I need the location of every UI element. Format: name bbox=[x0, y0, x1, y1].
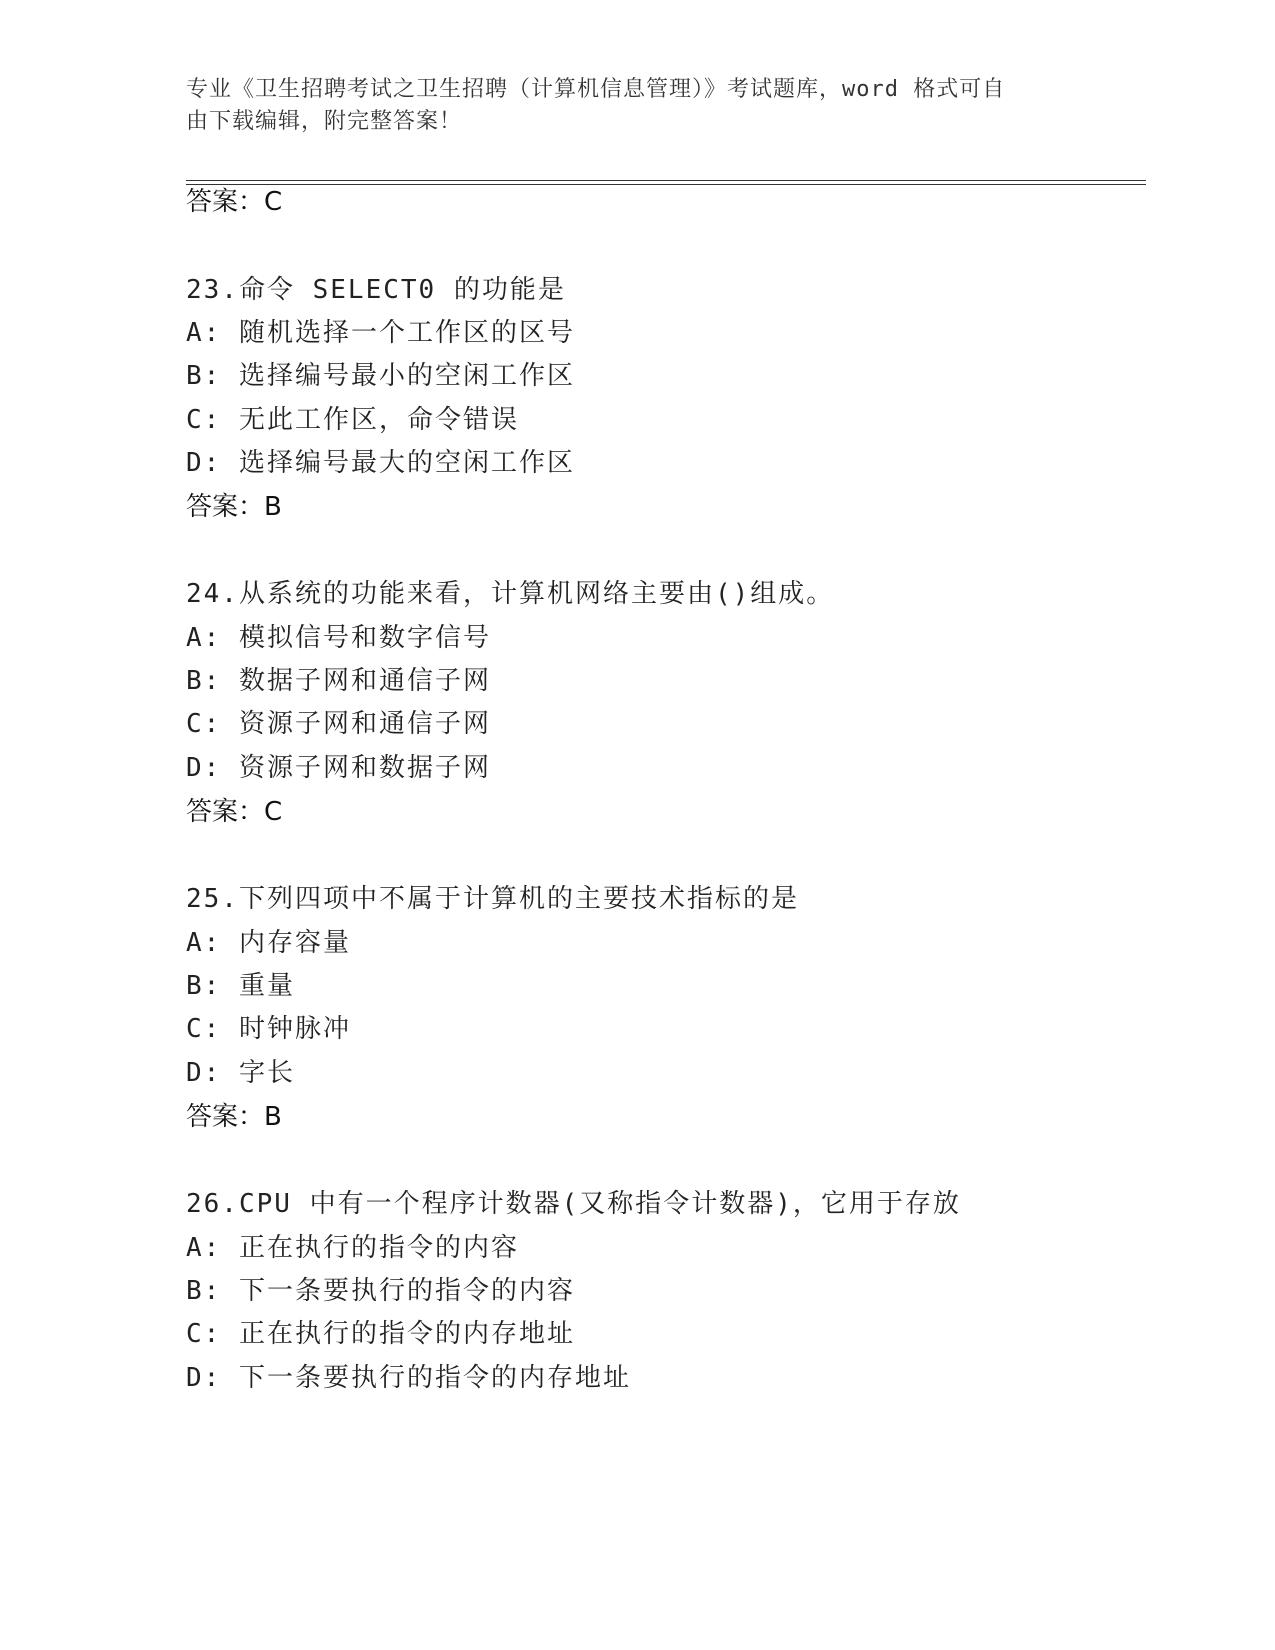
question-title-26: 26.CPU 中有一个程序计数器(又称指令计数器)，它用于存放 bbox=[186, 1189, 961, 1219]
question-24-option-a: A: 模拟信号和数字信号 bbox=[186, 623, 491, 653]
question-24-option-d: D: 资源子网和数据子网 bbox=[186, 753, 491, 783]
question-26-option-c: C: 正在执行的指令的内存地址 bbox=[186, 1319, 575, 1349]
question-25-option-d: D: 字长 bbox=[186, 1058, 295, 1088]
question-25-option-a: A: 内存容量 bbox=[186, 928, 351, 958]
question-23-option-b: B: 选择编号最小的空闲工作区 bbox=[186, 361, 575, 391]
question-23-option-a: A: 随机选择一个工作区的区号 bbox=[186, 318, 575, 348]
question-24-option-b: B: 数据子网和通信子网 bbox=[186, 666, 491, 696]
question-title-23: 23.命令 SELECT0 的功能是 bbox=[186, 275, 566, 305]
question-26-option-b: B: 下一条要执行的指令的内容 bbox=[186, 1276, 575, 1306]
question-25-answer: 答案：B bbox=[186, 1102, 282, 1132]
question-23-option-c: C: 无此工作区，命令错误 bbox=[186, 405, 519, 435]
header-divider-top bbox=[186, 180, 1146, 181]
previous-answer: 答案：C bbox=[186, 187, 283, 217]
header-divider-bottom bbox=[186, 184, 1146, 185]
question-25-option-b: B: 重量 bbox=[186, 971, 295, 1001]
question-23-answer: 答案：B bbox=[186, 492, 282, 522]
question-25-option-c: C: 时钟脉冲 bbox=[186, 1014, 351, 1044]
question-26-option-d: D: 下一条要执行的指令的内存地址 bbox=[186, 1363, 631, 1393]
question-title-24: 24.从系统的功能来看，计算机网络主要由()组成。 bbox=[186, 579, 835, 609]
question-24-answer: 答案：C bbox=[186, 797, 283, 827]
question-23-option-d: D: 选择编号最大的空闲工作区 bbox=[186, 448, 575, 478]
document-header bbox=[186, 74, 1066, 138]
header-line-2: 由下载编辑，附完整答案！ bbox=[186, 109, 463, 134]
question-26-option-a: A: 正在执行的指令的内容 bbox=[186, 1233, 519, 1263]
question-24-option-c: C: 资源子网和通信子网 bbox=[186, 709, 491, 739]
header-line-1: 专业《卫生招聘考试之卫生招聘（计算机信息管理）》考试题库，word 格式可自 bbox=[186, 77, 1006, 102]
question-title-25: 25.下列四项中不属于计算机的主要技术指标的是 bbox=[186, 884, 799, 914]
